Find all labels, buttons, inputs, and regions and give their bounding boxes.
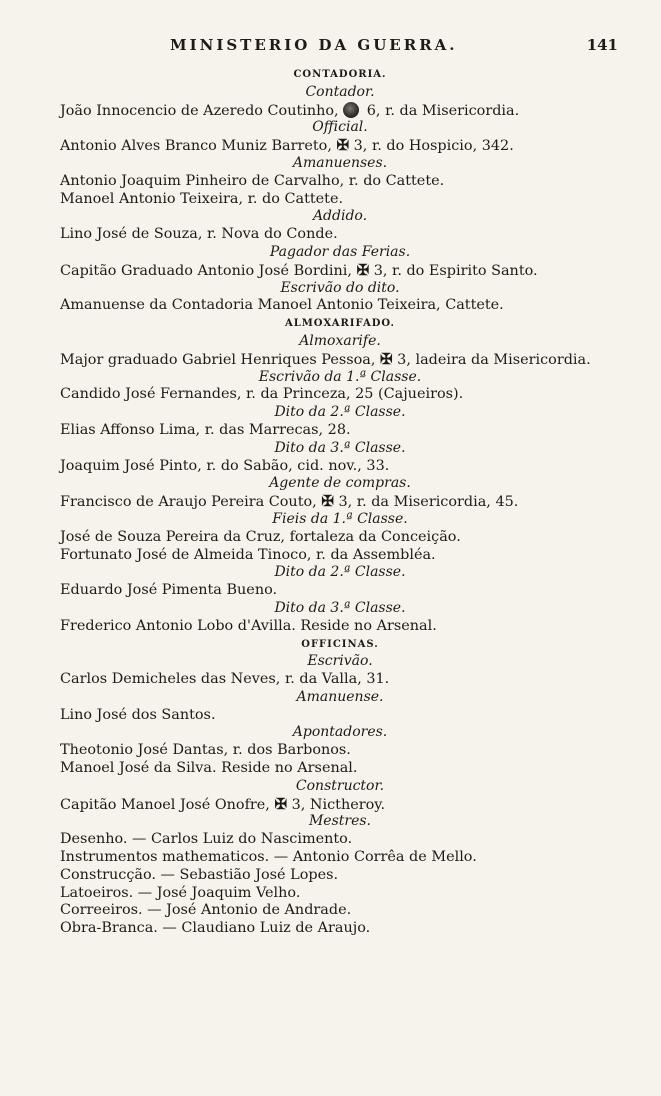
entry-line: Lino José dos Santos. bbox=[60, 706, 216, 723]
page-number: 141 bbox=[586, 36, 618, 54]
entry-line: Manoel José da Silva. Reside no Arsenal. bbox=[60, 760, 358, 777]
role-heading: Escrivão do dito. bbox=[280, 279, 400, 296]
role-heading: Apontadores. bbox=[292, 724, 388, 741]
entry-name: Capitão Graduado Antonio José Bordini, bbox=[60, 262, 357, 279]
entry-line: Elias Affonso Lima, r. das Marrecas, 28. bbox=[60, 421, 351, 438]
entry-line: José de Souza Pereira da Cruz, fortaleza da Conceição. bbox=[60, 528, 461, 545]
role-heading: Agente de compras. bbox=[269, 475, 411, 492]
running-title: MINISTERIO DA GUERRA. bbox=[170, 36, 458, 54]
entry-name: Capitão Manoel José Onofre, bbox=[60, 796, 275, 813]
entry-line bbox=[60, 796, 620, 814]
entry-line: Desenho. — Carlos Luiz do Nascimento. bbox=[60, 831, 353, 848]
entry-line bbox=[60, 137, 620, 155]
entry-name: Antonio Alves Branco Muniz Barreto, bbox=[60, 138, 337, 155]
entry-address: 3, r. do Hospicio, 342. bbox=[349, 138, 514, 155]
entry-line: Obra-Branca. — Claudiano Luiz de Araujo. bbox=[60, 920, 371, 937]
entry-line: Carlos Demicheles das Neves, r. da Valla, 31. bbox=[60, 671, 390, 688]
entry-address: 3, Nictheroy. bbox=[287, 796, 386, 813]
role-heading: Dito da 2.ª Classe. bbox=[274, 404, 406, 421]
role-heading: Constructor. bbox=[295, 777, 385, 794]
entry-line: Instrumentos mathematicos. — Antonio Corrêa de Mello. bbox=[60, 849, 477, 866]
entry-line bbox=[60, 493, 620, 511]
section-heading: ALMOXARIFADO. bbox=[284, 318, 396, 330]
role-heading: Amanuenses. bbox=[292, 154, 388, 171]
order-cross-icon: ✠ bbox=[274, 794, 288, 813]
page-content bbox=[60, 66, 620, 938]
entry-line: Latoeiros. — José Joaquim Velho. bbox=[60, 884, 301, 901]
role-heading: Amanuense. bbox=[296, 688, 384, 705]
entry-line: Theotonio José Dantas, r. dos Barbonos. bbox=[60, 742, 351, 759]
role-heading: Dito da 2.ª Classe. bbox=[274, 564, 406, 581]
entry-line: Joaquim José Pinto, r. do Sabão, cid. nov., 33. bbox=[60, 457, 390, 474]
entry-address: 3, r. do Espirito Santo. bbox=[369, 262, 538, 279]
order-cross-icon: ✠ bbox=[356, 260, 370, 279]
entry-line: Frederico Antonio Lobo d'Avilla. Reside no Arsenal. bbox=[60, 617, 437, 634]
order-cross-icon: ✠ bbox=[321, 492, 334, 511]
entry-address: 3, r. da Misericordia, 45. bbox=[333, 494, 519, 511]
section-heading: OFFICINAS. bbox=[301, 638, 379, 650]
role-heading: Dito da 3.ª Classe. bbox=[274, 599, 406, 616]
entry-line bbox=[60, 102, 620, 120]
entry-line: Antonio Joaquim Pinheiro de Carvalho, r. do Cattete. bbox=[60, 172, 445, 189]
role-heading: Dito da 3.ª Classe. bbox=[274, 439, 406, 456]
role-heading: Mestres. bbox=[308, 813, 372, 830]
entry-address: 6, r. da Misericordia. bbox=[362, 102, 520, 119]
role-heading: Addido. bbox=[312, 208, 368, 225]
page-header bbox=[60, 36, 620, 60]
entry-line bbox=[60, 262, 620, 280]
entry-line: Lino José de Souza, r. Nova do Conde. bbox=[60, 226, 338, 243]
entry-line: Amanuense da Contadoria Manoel Antonio Teixeira, Cattete. bbox=[60, 297, 504, 314]
role-heading: Escrivão. bbox=[307, 653, 373, 670]
entry-line: Eduardo José Pimenta Bueno. bbox=[60, 582, 278, 599]
entry-line: Fortunato José de Almeida Tinoco, r. da Assembléa. bbox=[60, 546, 436, 563]
role-heading: Almoxarife. bbox=[299, 332, 381, 349]
entry-name: Francisco de Araujo Pereira Couto, bbox=[60, 494, 322, 511]
entry-line bbox=[60, 351, 620, 369]
order-cross-icon: ✠ bbox=[380, 349, 393, 368]
role-heading: Fieis da 1.ª Classe. bbox=[272, 510, 408, 527]
entry-line: Construcção. — Sebastião José Lopes. bbox=[60, 866, 339, 883]
entry-line: Manoel Antonio Teixeira, r. do Cattete. bbox=[60, 190, 344, 207]
role-heading: Contador. bbox=[305, 83, 375, 100]
order-cross-icon: ✠ bbox=[336, 136, 350, 155]
role-heading: Escrivão da 1.ª Classe. bbox=[258, 368, 422, 385]
entry-name: João Innocencio de Azeredo Coutinho, bbox=[60, 102, 344, 119]
section-heading: CONTADORIA. bbox=[293, 69, 387, 80]
entry-address: 3, ladeira da Misericordia. bbox=[392, 351, 591, 368]
role-heading: Pagador das Ferias. bbox=[269, 243, 411, 260]
entry-line: Candido José Fernandes, r. da Princeza, 25 (Cajueiros). bbox=[60, 386, 464, 403]
entry-line: Correeiros. — José Antonio de Andrade. bbox=[60, 902, 352, 919]
order-emblem-icon bbox=[343, 102, 359, 118]
entry-name: Major graduado Gabriel Henriques Pessoa, bbox=[60, 351, 381, 368]
role-heading: Official. bbox=[312, 119, 368, 136]
